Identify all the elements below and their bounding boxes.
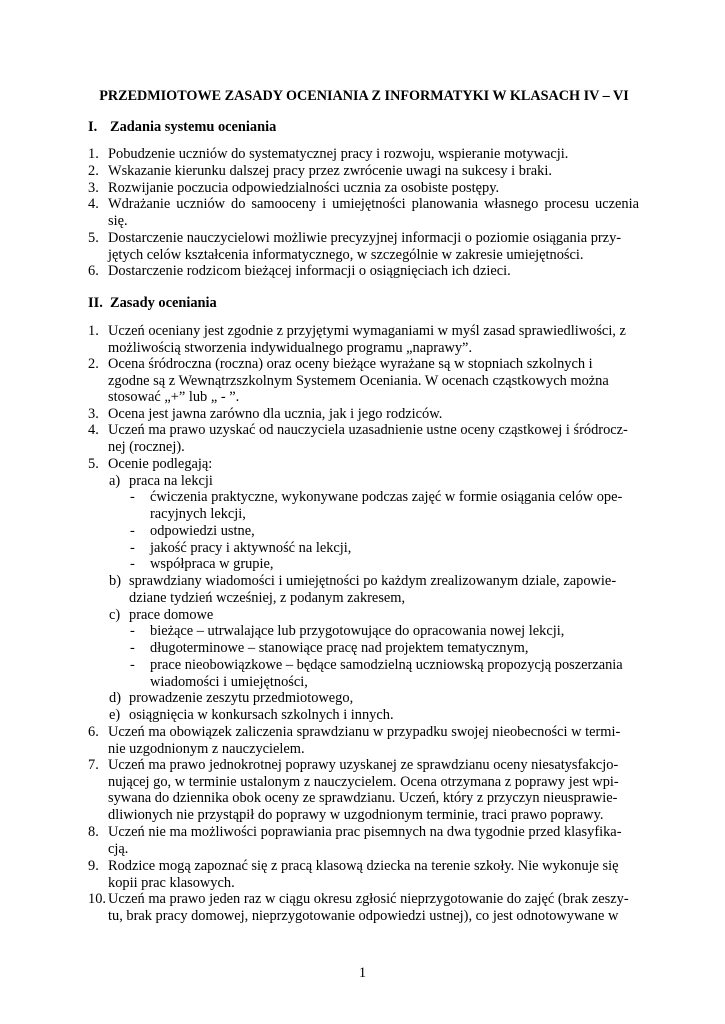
sub-list-item: a) praca na lekcji: [109, 473, 213, 489]
sub-list-item: e) osiągnięcia w konkursach szkolnych i innych.: [109, 707, 394, 723]
list-item: 1. Pobudzenie uczniów do systematycznej pracy i rozwoju, wspieranie motywacji.: [88, 146, 569, 162]
list-item: 4. Uczeń ma prawo uzyskać od nauczyciela uzasadnienie ustne oceny cząstkowej i śródrocz- nej (rocznej).: [88, 422, 628, 455]
list-item: 3. Rozwijanie poczucia odpowiedzialności ucznia za osobiste postępy.: [88, 180, 500, 196]
dash-list-item: - bieżące – utrwalające lub przygotowujące do opracowania nowej lekcji,: [130, 623, 565, 639]
section-1-title: Zadania systemu oceniania: [110, 119, 277, 135]
dash-list-item: - prace nieobowiązkowe – będące samodzielną uczniowską propozycją poszerzania wiadomości i umiejętności,: [130, 657, 623, 690]
section-2-number: II.: [88, 295, 103, 311]
section-1-number: I.: [88, 119, 98, 135]
dash-list-item: - ćwiczenia praktyczne, wykonywane podczas zajęć w formie osiągania celów ope- racyjnych lekcji,: [130, 489, 623, 522]
list-item: 8. Uczeń nie ma możliwości poprawiania prac pisemnych na dwa tygodnie przed klasyfika- cją.: [88, 824, 622, 857]
sub-list-item: c) prace domowe: [109, 607, 214, 623]
list-item: 6. Dostarczenie rodzicom bieżącej informacji o osiągnięciach ich dzieci.: [88, 263, 511, 279]
section-1-heading: [88, 119, 276, 136]
list-item: 3. Ocena jest jawna zarówno dla ucznia, jak i jego rodziców.: [88, 406, 443, 422]
list-item: 10. Uczeń ma prawo jeden raz w ciągu okresu zgłosić nieprzygotowanie do zajęć (brak zeszy- tu, brak pracy domowej, nieprzygotowanie odpowiedzi ustnej), co jest odnotowywane w: [88, 891, 629, 924]
list-item: 5. Ocenie podlegają:: [88, 456, 213, 472]
sub-list-item: d) prowadzenie zeszytu przedmiotowego,: [109, 690, 354, 706]
list-item: 1. Uczeń oceniany jest zgodnie z przyjętymi wymaganiami w myśl zasad sprawiedliwości, z możliwością stworzenia indywidualnego programu „naprawy”.: [88, 323, 626, 356]
sub-list-item: b) sprawdziany wiadomości i umiejętności po każdym zrealizowanym dziale, zapowie- dziane tydzień wcześniej, z podanym zakresem,: [109, 573, 617, 606]
dash-list-item: - współpraca w grupie,: [130, 556, 274, 572]
list-item: 4. Wdrażanie uczniów do samooceny i umiejętności planowania własnego procesu uczenia się.: [88, 196, 639, 229]
list-item: 6. Uczeń ma obowiązek zaliczenia sprawdzianu w przypadku swojej nieobecności w termi- nie uzgodnionym z nauczycielem.: [88, 724, 621, 757]
dash-list-item: - długoterminowe – stanowiące pracę nad projektem tematycznym,: [130, 640, 529, 656]
list-item: 2. Wskazanie kierunku dalszej pracy przez zwrócenie uwagi na sukcesy i braki.: [88, 163, 552, 179]
list-item: 7. Uczeń ma prawo jednokrotnej poprawy uzyskanej ze sprawdzianu oceny niesatysfakcjo- nującej go, w terminie ustalonym z nauczycielem. Ocena otrzymana z poprawy jest wpi- sywana do dziennika obok oceny ze sprawdzianu. Uczeń, który z przyczyn nieusprawie- dliwionych nie przystąpił do poprawy w uzgodnionym terminie, traci prawo poprawy.: [88, 757, 619, 824]
document-title: PRZEDMIOTOWE ZASADY OCENIANIA Z INFORMATYKI W KLASACH IV – VI: [99, 88, 629, 104]
dash-list-item: - odpowiedzi ustne,: [130, 523, 255, 539]
list-item: 9. Rodzice mogą zapoznać się z pracą klasową dziecka na terenie szkoły. Nie wykonuje się kopii prac klasowych.: [88, 858, 619, 891]
dash-list-item: - jakość pracy i aktywność na lekcji,: [130, 540, 352, 556]
section-2-heading: [88, 295, 217, 312]
list-item: 2. Ocena śródroczna (roczna) oraz oceny bieżące wyrażane są w stopniach szkolnych i zgodne są z Wewnątrzszkolnym Systemem Oceniania. W ocenach cząstkowych można stosować „+” lub „ - ”.: [88, 356, 609, 406]
list-item: 5. Dostarczenie nauczycielowi możliwie precyzyjnej informacji o poziomie osiągania przy- jętych celów kształcenia informatycznego, w szczególnie w zakresie umiejętności.: [88, 230, 622, 263]
section-2-title: Zasady oceniania: [110, 295, 217, 311]
page-number: 1: [358, 965, 367, 981]
